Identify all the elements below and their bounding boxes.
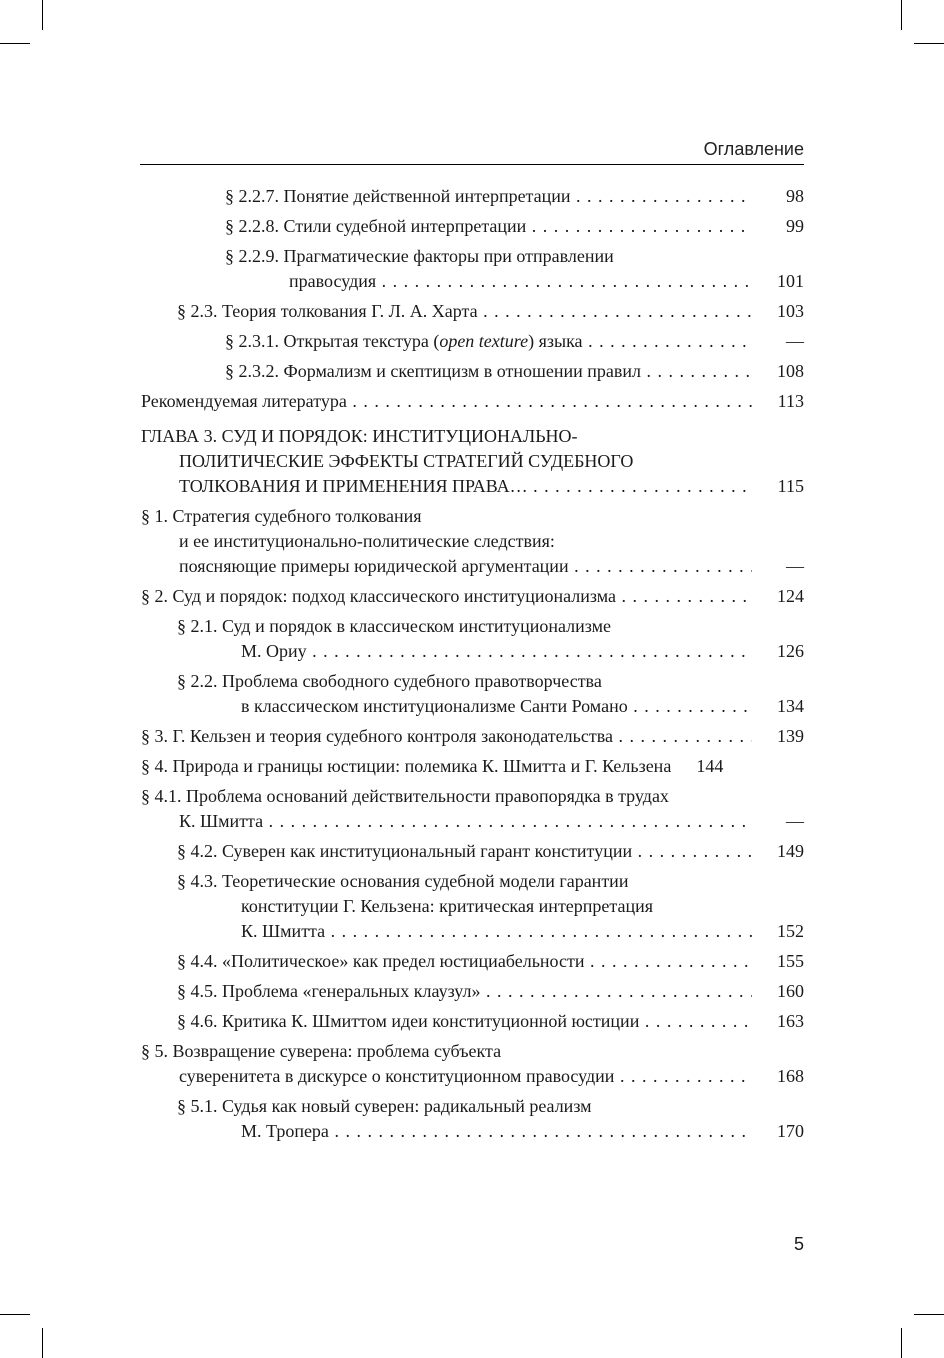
toc-entry-title: в классическом институционализме Санти Романо . . . (241, 694, 752, 719)
toc-entry-title: § 3. Г. Кельзен и теория судебного контроля законодательства . . . (141, 724, 752, 749)
toc-entry[interactable] (141, 1039, 804, 1089)
header-rule (140, 164, 804, 165)
crop-mark-bl-h (0, 1314, 30, 1315)
toc-page-number: 134 (777, 696, 804, 716)
running-header: Оглавление (703, 139, 804, 159)
toc-entry[interactable] (141, 389, 804, 414)
crop-mark-tl-v (42, 0, 43, 30)
toc-entry-title: ТОЛКОВАНИЯ И ПРИМЕНЕНИЯ ПРАВА… . . . (179, 474, 752, 499)
toc-entry-line: § 4.3. Теоретические основания судебной модели гарантии (177, 871, 629, 891)
toc-entry[interactable] (141, 244, 804, 294)
toc-page-number: 98 (786, 186, 804, 206)
toc-page-number: 124 (777, 586, 804, 606)
toc-entry-title: § 4.2. Суверен как институциональный гарант конституции . . . (177, 839, 752, 864)
toc-entry[interactable] (141, 784, 804, 834)
toc-entry[interactable] (141, 614, 804, 664)
toc-entry-title: § 2. Суд и порядок: подход классического институционализма . . . (141, 584, 752, 609)
toc-entry-line: § 4.1. Проблема оснований действительности правопорядка в трудах (141, 786, 669, 806)
toc-page-number: 115 (777, 476, 804, 496)
toc-page-number: 126 (777, 641, 804, 661)
toc-entry-title: М. Тропера . . . (241, 1119, 752, 1144)
toc-entry-title: § 2.2.8. Стили судебной интерпретации . . . (225, 214, 752, 239)
toc-entry[interactable] (141, 669, 804, 719)
toc-entry[interactable] (141, 979, 804, 1004)
crop-mark-tl-h (0, 43, 30, 44)
toc-entry-line: § 2.2. Проблема свободного судебного правотворчества (177, 671, 602, 691)
toc-entry[interactable] (141, 724, 804, 749)
toc-entry-title: § 2.3. Теория толкования Г. Л. А. Харта . . . (177, 299, 752, 324)
page-number: 5 (793, 1234, 804, 1254)
toc-entry[interactable] (141, 359, 804, 384)
toc-page-number: 163 (777, 1011, 804, 1031)
toc-page-number: 99 (786, 216, 804, 236)
toc-entry[interactable] (141, 329, 804, 354)
table-of-contents (141, 184, 804, 1149)
toc-entry-title: § 4.4. «Политическое» как предел юстициабельности . . . (177, 949, 752, 974)
crop-mark-bl-v (42, 1328, 43, 1358)
toc-entry-title: § 2.2.7. Понятие действенной интерпретации . . . (225, 184, 752, 209)
toc-page-number: 144 (696, 756, 724, 776)
toc-entry-line: § 5. Возвращение суверена: проблема субъекта (141, 1041, 502, 1061)
toc-page-number: 160 (777, 981, 804, 1001)
toc-entry[interactable] (141, 584, 804, 609)
toc-entry-line: ГЛАВА 3. СУД И ПОРЯДОК: ИНСТИТУЦИОНАЛЬНО- (141, 426, 578, 446)
toc-page-number: 149 (777, 841, 804, 861)
toc-entry[interactable] (141, 869, 804, 944)
toc-page-number: 139 (777, 726, 804, 746)
toc-entry[interactable] (141, 184, 804, 209)
toc-entry[interactable] (141, 299, 804, 324)
toc-entry-line: конституции Г. Кельзена: критическая интерпретация (241, 896, 654, 916)
toc-entry[interactable] (141, 214, 804, 239)
toc-entry-line: и ее институционально-политические следствия: (179, 531, 555, 551)
toc-entry[interactable] (141, 1094, 804, 1144)
crop-mark-tr-h (914, 43, 944, 44)
toc-page-number: 152 (777, 921, 804, 941)
toc-entry-line: § 2.2.9. Прагматические факторы при отправлении (225, 246, 614, 266)
toc-entry[interactable] (141, 1009, 804, 1034)
crop-mark-br-v (901, 1328, 902, 1358)
toc-entry-title: § 4.6. Критика К. Шмиттом идеи конституционной юстиции . . . (177, 1009, 752, 1034)
toc-entry-title: К. Шмитта . . . (179, 809, 752, 834)
toc-entry-line: § 2.1. Суд и порядок в классическом институционализме (177, 616, 611, 636)
toc-entry-line: ПОЛИТИЧЕСКИЕ ЭФФЕКТЫ СТРАТЕГИЙ СУДЕБНОГО (179, 451, 634, 471)
toc-entry-title: § 4. Природа и границы юстиции: полемика К. Шмитта и Г. Кельзена (141, 756, 672, 776)
toc-page-number: 168 (777, 1066, 804, 1086)
toc-page-number: 155 (777, 951, 804, 971)
toc-entry-line: § 5.1. Судья как новый суверен: радикальный реализм (177, 1096, 592, 1116)
toc-entry-title: поясняющие примеры юридической аргументации . . . (179, 554, 752, 579)
toc-entry-title: К. Шмитта . . . (241, 919, 752, 944)
toc-entry[interactable] (141, 949, 804, 974)
toc-page-number: 101 (777, 271, 804, 291)
toc-entry-title: § 4.5. Проблема «генеральных клаузул» . . . (177, 979, 752, 1004)
crop-mark-tr-v (901, 0, 902, 30)
toc-entry-title: Рекомендуемая литература . . . (141, 389, 752, 414)
toc-entry-title: суверенитета в дискурсе о конституционном правосудии . . . (179, 1064, 752, 1089)
toc-page-number: 103 (777, 301, 804, 321)
toc-entry[interactable] (141, 754, 804, 779)
crop-mark-br-h (914, 1314, 944, 1315)
toc-chapter-entry[interactable] (141, 424, 804, 499)
toc-page-number: — (786, 811, 804, 831)
toc-entry-title: § 2.3.2. Формализм и скептицизм в отношении правил . . . (225, 359, 752, 384)
toc-page-number: 170 (777, 1121, 804, 1141)
toc-entry-title: § 2.3.1. Открытая текстура (open texture) языка . . . (225, 329, 752, 354)
toc-page-number: — (786, 331, 804, 351)
toc-entry[interactable] (141, 504, 804, 579)
toc-entry-title: правосудия . . . (289, 269, 752, 294)
toc-page-number: 108 (777, 361, 804, 381)
toc-entry-title: М. Ориу . . . (241, 639, 752, 664)
toc-entry-line: § 1. Стратегия судебного толкования (141, 506, 422, 526)
toc-entry[interactable] (141, 839, 804, 864)
toc-page-number: 113 (777, 391, 804, 411)
toc-page-number: — (786, 556, 804, 576)
